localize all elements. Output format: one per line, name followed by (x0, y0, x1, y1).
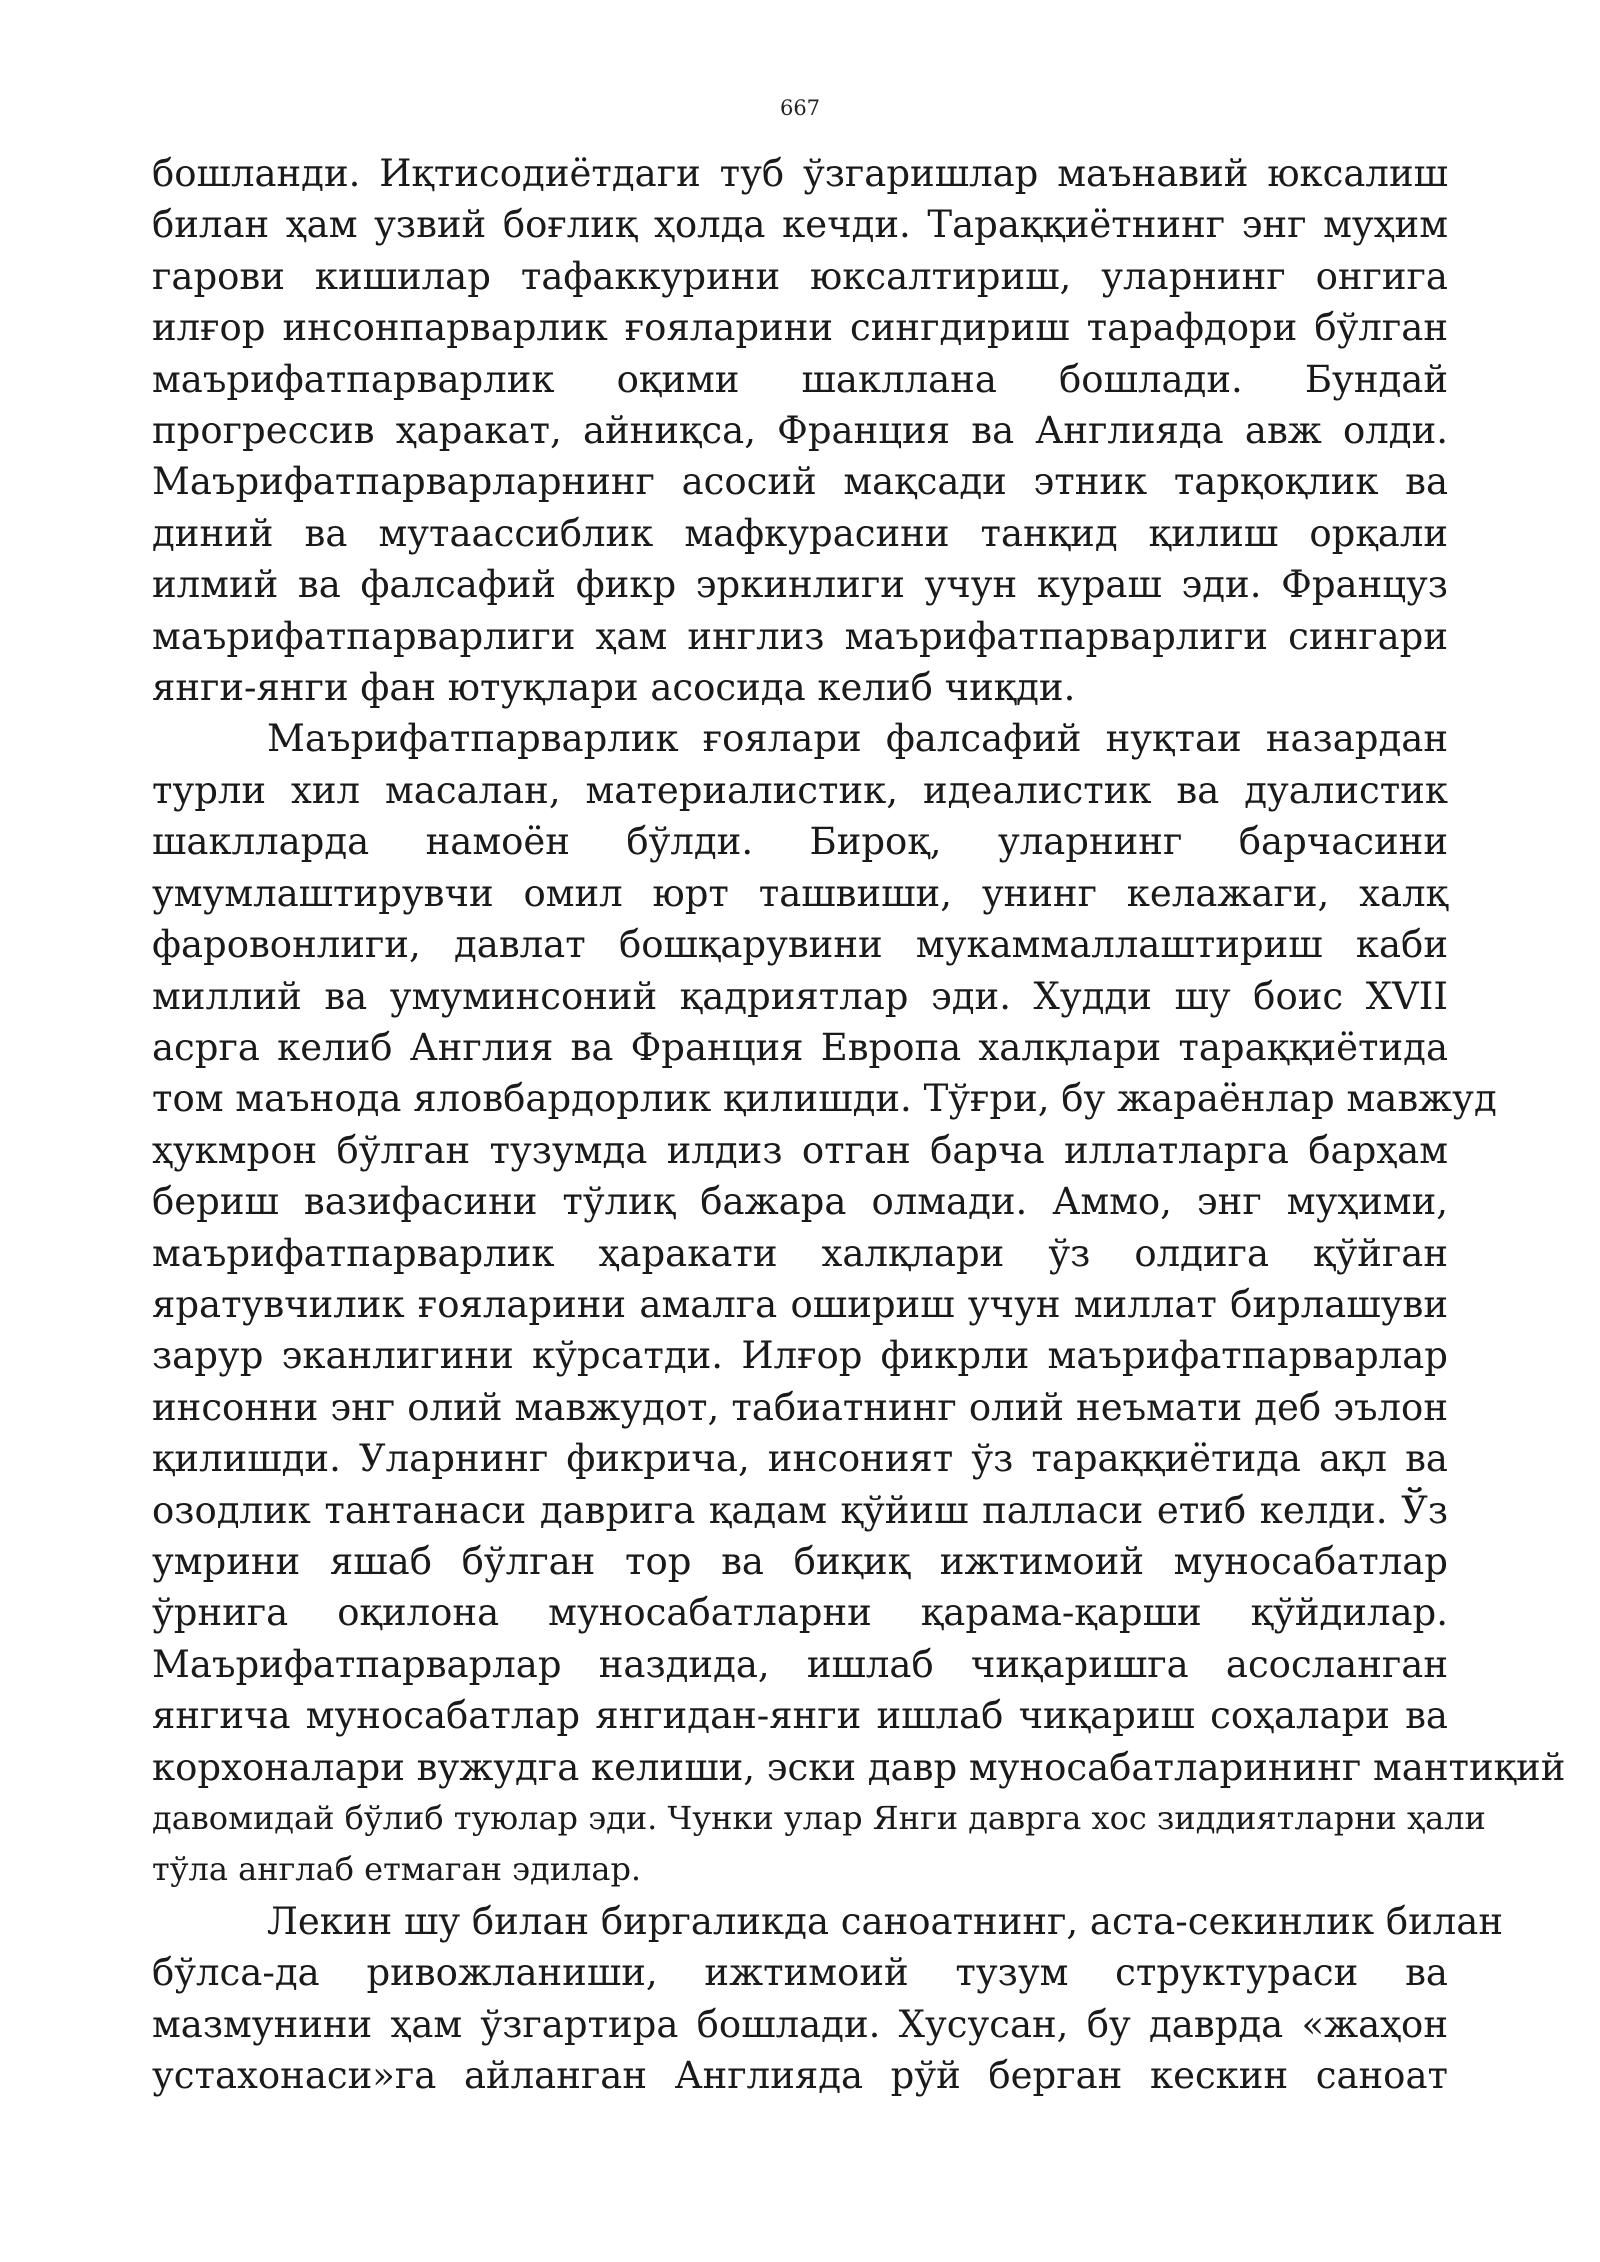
page-number: 667 (779, 96, 821, 120)
text-line: диний ва мутаассиблик мафкурасини танқид қилиш орқали (152, 511, 1448, 555)
body-text (152, 148, 1566, 2101)
text-line: яратувчилик ғояларини амалга ошириш учун миллат бирлашуви (152, 1282, 1448, 1326)
text-line: бериш вазифасини тўлиқ бажара олмади. Аммо, энг муҳими, (152, 1180, 1448, 1224)
text-line: маърифатпарварлиги ҳам инглиз маърифатпарварлиги сингари (152, 614, 1448, 658)
text-line: миллий ва умуминсоний қадриятлар эди. Худди шу боис XVII (152, 974, 1448, 1018)
text-line: умрини яшаб бўлган тор ва биқиқ ижтимоий муносабатлар (152, 1539, 1448, 1583)
text-line: прогрессив ҳаракат, айниқса, Франция ва Англияда авж олди. (152, 409, 1448, 453)
text-line: инсонни энг олий мавжудот, табиатнинг олий неъмати деб эълон (152, 1385, 1448, 1429)
text-line: турли хил масалан, материалистик, идеалистик ва дуалистик (152, 768, 1448, 812)
text-line: янги-янги фан ютуқлари асосида келиб чиқди. (152, 666, 1076, 710)
text-line: билан ҳам узвий боғлиқ ҳолда кечди. Тараққиётнинг энг муҳим (152, 203, 1448, 247)
paragraph-1 (152, 148, 1448, 713)
text-line: илғор инсонпарварлик ғояларини сингдириш тарафдори бўлган (152, 306, 1448, 350)
paragraph-2 (152, 713, 1566, 1895)
text-line: асрга келиб Англия ва Франция Европа халқлари тараққиётида (152, 1025, 1448, 1069)
text-line: Лекин шу билан биргаликда саноатнинг, аста-секинлик билан (267, 1899, 1504, 1943)
text-line: корхоналари вужудга келиши, эски давр муносабатларининг мантиқий (152, 1745, 1566, 1789)
text-line: Маърифатпарварларнинг асосий мақсади этник тарқоқлик ва (152, 460, 1448, 504)
text-line: илмий ва фалсафий фикр эркинлиги учун кураш эди. Француз (152, 563, 1448, 607)
text-line: Маърифатпарварлар наздида, ишлаб чиқаришга асосланган (152, 1642, 1448, 1686)
text-line: мазмунини ҳам ўзгартира бошлади. Хусусан, бу даврда «жаҳон (152, 2002, 1448, 2046)
paragraph-3 (152, 1896, 1504, 2102)
text-line: Маърифатпарварлик ғоялари фалсафий нуқтаи назардан (267, 717, 1448, 761)
text-line: қилишди. Уларнинг фикрича, инсоният ўз тараққиётида ақл ва (152, 1437, 1448, 1481)
text-line: зарур эканлигини кўрсатди. Илғор фикрли маърифатпарварлар (152, 1334, 1448, 1378)
text-line: устахонаси»га айланган Англияда рўй берган кескин саноат (152, 2054, 1448, 2098)
text-line: фаровонлиги, давлат бошқарувини мукаммаллаштириш каби (152, 923, 1448, 967)
text-line: бошланди. Иқтисодиётдаги туб ўзгаришлар маънавий юксалиш (152, 152, 1448, 195)
text-line: бўлса-да ривожланиши, ижтимоий тузум структураси ва (152, 1951, 1448, 1995)
text-line: умумлаштирувчи омил юрт ташвиши, унинг келажаги, халқ (152, 871, 1448, 915)
text-line: озодлик тантанаси даврига қадам қўйиш палласи етиб келди. Ўз (152, 1488, 1448, 1532)
text-line: ўрнига оқилона муносабатларни қарама-қарши қўйдилар. (152, 1591, 1448, 1635)
text-line: ҳукмрон бўлган тузумда илдиз отган барча иллатларга барҳам (152, 1128, 1448, 1172)
text-line: давомидай бўлиб туюлар эди. Чунки улар Янги даврга хос зиддиятларни ҳали (152, 1799, 1486, 1837)
text-line: гарови кишилар тафаккурини юксалтириш, уларнинг онгига (152, 254, 1448, 298)
text-line: маърифатпарварлик ҳаракати халқлари ўз олдига қўйган (152, 1231, 1448, 1275)
text-line: янгича муносабатлар янгидан-янги ишлаб чиқариш соҳалари ва (152, 1694, 1448, 1738)
text-line: том маънода яловбардорлик қилишди. Тўғри, бу жараёнлар мавжуд (152, 1077, 1497, 1121)
text-line: маърифатпарварлик оқими шакллана бошлади. Бундай (152, 357, 1448, 401)
text-line: тўла англаб етмаган эдилар. (152, 1850, 642, 1889)
text-line: шаклларда намоён бўлди. Бироқ, уларнинг барчасини (152, 820, 1448, 864)
